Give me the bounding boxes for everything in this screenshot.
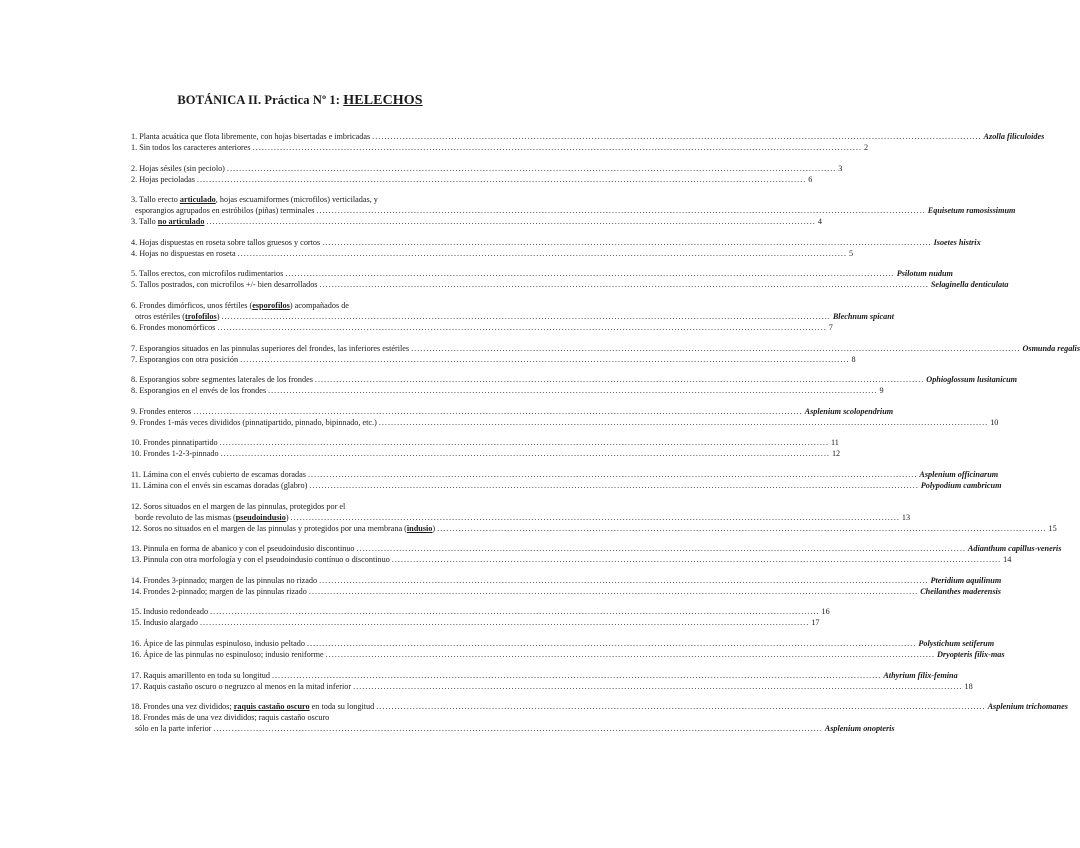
key-couplet <box>131 194 1016 227</box>
go-to-number: 5 <box>848 248 854 258</box>
key-couplet <box>131 543 1062 565</box>
key-line-text <box>131 575 317 586</box>
key-line <box>131 279 1009 290</box>
species-name: Polypodium cambricum <box>920 480 1002 490</box>
key-line-text <box>131 649 324 660</box>
dot-leader: ........................................................................................................................................................................................................ <box>226 163 837 173</box>
go-to-number: 11 <box>831 438 839 448</box>
dot-leader: ........................................................................................................................................................................................................ <box>306 638 917 648</box>
key-line-text <box>131 385 266 396</box>
key-line <box>131 723 895 734</box>
dot-leader: ........................................................................................................................................................................................................ <box>290 512 900 522</box>
key-couplet <box>131 606 830 628</box>
key-line-text <box>131 417 377 428</box>
dot-leader: ........................................................................................................................................................................................................ <box>221 311 831 321</box>
dot-leader: ........................................................................................................................................................................................................ <box>237 248 847 258</box>
key-line-text <box>131 237 320 248</box>
species-name: Psilotum nudum <box>896 269 953 279</box>
key-line-text <box>131 543 355 554</box>
key-couplet <box>131 575 1002 597</box>
key-text: 13. Pinnula con otra morfología y con el pseudoindusio contínuo o discontinuo <box>131 555 390 565</box>
key-text: 15. Indusio alargado <box>131 618 198 628</box>
dot-leader: ........................................................................................................................................................................................................ <box>314 375 925 385</box>
dot-leader: ........................................................................................................................................................................................................ <box>268 386 878 396</box>
species-name: Asplenium scolopendrium <box>804 406 894 416</box>
key-text: 9. Frondes 1-más veces divididos (pinnatipartido, pinnado, bipinnado, etc.) <box>131 417 377 427</box>
key-line <box>131 237 981 248</box>
dot-leader: ........................................................................................................................................................................................................ <box>316 206 926 216</box>
key-text: 10. Frondes 1-2-3-pinnado <box>131 449 219 459</box>
key-text: 6. Frondes monomórficos <box>131 322 216 332</box>
dot-leader: ........................................................................................................................................................................................................ <box>411 343 1021 353</box>
dot-leader: ........................................................................................................................................................................................................ <box>356 544 966 554</box>
key-couplet <box>131 469 1002 491</box>
key-text: borde revoluto de las mismas ( <box>135 512 236 522</box>
key-line-text <box>131 437 218 448</box>
key-text: 3. Tallo <box>131 217 158 227</box>
key-line-text <box>135 723 211 734</box>
key-line-text <box>131 617 198 628</box>
key-text: 4. Hojas dispuestas en roseta sobre tallos gruesos y cortos <box>131 237 321 247</box>
key-text: ) acompañados de <box>289 300 349 310</box>
species-name: Asplenium officinarum <box>919 469 999 479</box>
key-line-text <box>131 279 318 290</box>
species-name: Selaginella denticulata <box>930 280 1009 290</box>
key-line <box>131 417 999 428</box>
key-line-text <box>131 523 435 534</box>
key-line-text <box>131 406 191 417</box>
species-name: Ophioglossum lusitanicum <box>926 375 1018 385</box>
key-text: 7. Esporangios con otra posición <box>131 354 239 364</box>
page-title <box>0 93 600 109</box>
dot-leader: ........................................................................................................................................................................................................ <box>319 280 929 290</box>
key-line-text <box>131 374 313 385</box>
key-term: indusio <box>406 523 433 533</box>
key-text: 17. Raquis amarillento en toda su longitud <box>131 670 270 680</box>
key-line <box>131 543 1062 554</box>
species-name: Azolla filiculoides <box>983 132 1045 141</box>
key-text: 2. Hojas pecioladas <box>131 174 195 184</box>
key-line-text <box>135 512 289 523</box>
key-line-text <box>131 142 251 153</box>
key-couplet <box>131 268 1009 290</box>
species-name: Dryopteris filix-mas <box>936 649 1005 659</box>
key-line-text <box>131 300 349 311</box>
go-to-number: 6 <box>808 174 813 184</box>
key-text: 8. Esporangios sobre segmentes laterales de los frondes <box>131 375 313 385</box>
key-text: 17. Raquis castaño oscuro o negruzco al menos en la mitad inferior <box>131 681 352 691</box>
key-line <box>131 322 833 333</box>
key-line <box>131 194 515 205</box>
key-line <box>131 512 911 523</box>
key-term: no articulado <box>157 217 205 227</box>
key-text: 16. Ápice de las pinnulas no espinuloso; indusio reniforme <box>131 649 324 659</box>
key-text: 12. Soros no situados en el margen de las pinnulas y protegidos por una membrana ( <box>131 523 407 533</box>
key-couplet <box>131 237 981 259</box>
go-to-number: 13 <box>901 512 911 522</box>
go-to-number: 16 <box>821 607 830 617</box>
key-text: 14. Frondes 2-pinnado; margen de las pinnulas rizado <box>131 586 307 596</box>
dot-leader: ........................................................................................................................................................................................................ <box>206 217 816 227</box>
key-couplet <box>131 670 973 692</box>
key-line <box>131 354 856 365</box>
go-to-number: 17 <box>811 618 820 628</box>
title-main: HELECHOS <box>343 93 423 108</box>
dot-leader: ........................................................................................................................................................................................................ <box>285 269 895 279</box>
species-name: Blechnum spicant <box>832 311 895 321</box>
go-to-number: 7 <box>828 322 833 332</box>
key-line-text <box>131 163 225 174</box>
key-line-text <box>131 701 374 712</box>
dot-leader: ........................................................................................................................................................................................................ <box>376 702 986 712</box>
key-line <box>131 638 995 649</box>
key-line <box>131 701 1068 712</box>
key-line <box>131 670 958 681</box>
key-text: 3. Tallo erecto <box>131 195 180 205</box>
species-name: Adianthum capillus-veneris <box>967 544 1062 554</box>
key-line <box>131 268 953 279</box>
key-line-text <box>131 501 345 512</box>
key-line-text <box>131 670 270 681</box>
key-line-text <box>131 638 305 649</box>
dot-leader: ........................................................................................................................................................................................................ <box>322 237 932 247</box>
key-couplet <box>131 701 1068 734</box>
key-text: 13. Pinnula en forma de abanico y con el pseudoindusio discontinuo <box>131 544 355 554</box>
key-line <box>131 216 822 227</box>
key-text: 7. Esporangios situados en las pinnulas superiores del frondes, las inferiores estériles <box>131 343 410 353</box>
dot-leader: ........................................................................................................................................................................................................ <box>309 480 919 490</box>
key-line <box>131 575 1002 586</box>
key-line-text <box>131 174 195 185</box>
key-text: 16. Ápice de las pinnulas espinuloso, indusio peltado <box>131 638 305 648</box>
key-line <box>131 163 843 174</box>
key-couplet <box>131 406 999 428</box>
key-line <box>131 142 869 153</box>
key-line-text <box>131 248 236 259</box>
go-to-number: 8 <box>851 354 856 364</box>
key-line <box>131 606 830 617</box>
key-couplet <box>131 501 1057 534</box>
species-name: Asplenium onopteris <box>824 724 895 734</box>
key-line <box>131 311 895 322</box>
key-line-text <box>135 205 314 216</box>
key-line-text <box>131 586 307 597</box>
go-to-number: 14 <box>1003 555 1012 565</box>
dot-leader: ........................................................................................................................................................................................................ <box>240 354 850 364</box>
key-text: 11. Lámina con el envés sin escamas doradas (glabro) <box>131 480 308 490</box>
key-couplet <box>131 300 895 333</box>
key-text: 14. Frondes 3-pinnado; margen de las pinnulas no rizado <box>131 575 318 585</box>
key-line <box>131 469 999 480</box>
dot-leader: ........................................................................................................................................................................................................ <box>325 649 935 659</box>
key-line <box>131 681 973 692</box>
key-line <box>131 385 884 396</box>
key-line <box>131 617 820 628</box>
key-term: trofofilos <box>185 311 217 321</box>
key-line <box>131 406 894 417</box>
key-text: ) <box>216 311 220 321</box>
dot-leader: ........................................................................................................................................................................................................ <box>353 681 963 691</box>
key-text: 18. Frondes una vez divididos; <box>131 702 234 712</box>
species-name: Pteridium aquilinum <box>930 575 1002 585</box>
go-to-number: 12 <box>831 449 841 459</box>
go-to-number: 10 <box>990 417 999 427</box>
species-name: Osmunda regalis <box>1022 343 1080 353</box>
key-line <box>131 523 1057 534</box>
dot-leader: ........................................................................................................................................................................................................ <box>372 132 982 141</box>
key-text: 5. Tallos erectos, con microfilos rudimentarios <box>131 269 284 279</box>
key-line <box>131 343 1080 354</box>
key-couplet <box>131 343 1080 365</box>
key-text: 2. Hojas sésiles (sin peciolo) <box>131 163 225 173</box>
dot-leader: ........................................................................................................................................................................................................ <box>193 406 803 416</box>
key-line <box>131 554 1012 565</box>
key-text: 15. Indusio redondeado <box>131 607 209 617</box>
key-text: esporangios agrupados en estróbilos (piñas) terminales <box>135 206 315 216</box>
key-text: 6. Frondes dimórficos, unos fértiles ( <box>131 300 253 310</box>
species-name: Equisetum ramosissimum <box>927 206 1016 216</box>
dot-leader: ........................................................................................................................................................................................................ <box>252 143 862 152</box>
key-text: 1. Planta acuática que flota libremente, con hojas bisertadas e imbricadas <box>131 132 371 141</box>
key-couplet <box>131 437 841 459</box>
key-couplet <box>131 131 1045 153</box>
species-name: Asplenium trichomanes <box>987 702 1068 712</box>
key-text: otros estériles ( <box>135 311 186 321</box>
key-line <box>131 480 1002 491</box>
dot-leader: ........................................................................................................................................................................................................ <box>219 438 830 448</box>
key-text: 9. Frondes enteros <box>131 406 192 416</box>
key-couplet <box>131 163 843 185</box>
go-to-number: 9 <box>879 386 884 396</box>
key-line-text <box>131 322 215 333</box>
key-line <box>131 174 813 185</box>
key-line-text <box>131 554 390 565</box>
species-name: Isoetes histrix <box>933 237 981 247</box>
key-line <box>131 586 1001 597</box>
key-text: sólo en la parte inferior <box>135 724 212 734</box>
dot-leader: ........................................................................................................................................................................................................ <box>319 575 929 585</box>
key-line <box>131 712 515 723</box>
key-line-text <box>131 681 351 692</box>
species-name: Cheilanthes maderensis <box>920 586 1001 596</box>
go-to-number: 2 <box>863 143 869 152</box>
key-line-text <box>131 216 204 227</box>
key-text: 8. Esporangios en el envés de los frondes <box>131 386 267 396</box>
title-prefix: BOTÁNICA II. Práctica Nº 1: <box>177 93 344 107</box>
key-line-text <box>131 480 307 491</box>
dot-leader: ........................................................................................................................................................................................................ <box>220 449 830 459</box>
key-line-text <box>131 343 409 354</box>
key-line-text <box>131 194 378 205</box>
key-text: 12. Soros situados en el margen de las pinnulas, protegidos por el <box>131 501 346 511</box>
key-text: 1. Sin todos los caracteres anteriores <box>131 143 251 152</box>
key-term: pseudoindusio <box>235 512 286 522</box>
key-text: , hojas escuamiformes (microfilos) verticiladas, y <box>215 195 378 205</box>
dot-leader: ........................................................................................................................................................................................................ <box>213 724 823 734</box>
key-text: 10. Frondes pinnatipartido <box>131 438 218 448</box>
go-to-number: 4 <box>817 217 822 227</box>
key-line-text <box>131 606 208 617</box>
key-line <box>131 448 841 459</box>
dot-leader: ........................................................................................................................................................................................................ <box>378 417 989 427</box>
key-text: 4. Hojas no dispuestas en roseta <box>131 248 236 258</box>
key-line <box>131 437 839 448</box>
go-to-number: 3 <box>838 163 843 173</box>
key-couplet <box>131 638 1005 660</box>
key-text: ) <box>285 512 289 522</box>
dot-leader: ........................................................................................................................................................................................................ <box>210 607 820 617</box>
go-to-number: 15 <box>1048 523 1057 533</box>
key-line <box>131 649 1005 660</box>
key-line <box>131 248 854 259</box>
key-text: en toda su longitud <box>309 702 375 712</box>
species-name: Athyrium filix-femina <box>883 670 958 680</box>
dot-leader: ........................................................................................................................................................................................................ <box>437 523 1047 533</box>
dot-leader: ........................................................................................................................................................................................................ <box>217 322 827 332</box>
dot-leader: ........................................................................................................................................................................................................ <box>391 555 1002 565</box>
key-text: 5. Tallos postrados, con microfilos +/- bien desarrollados <box>131 280 318 290</box>
key-line <box>131 205 1016 216</box>
key-line <box>131 131 1045 142</box>
key-line-text <box>131 354 238 365</box>
key-text: 18. Frondes más de una vez divididos; raquis castaño oscuro <box>131 713 330 723</box>
key-couplet <box>131 374 1018 396</box>
key-line <box>131 501 515 512</box>
key-line <box>131 374 1018 385</box>
key-line-text <box>135 311 219 322</box>
go-to-number: 18 <box>964 681 973 691</box>
species-name: Polystichum setiferum <box>918 638 995 648</box>
key-text: 11. Lámina con el envés cubierto de escamas doradas <box>131 469 306 479</box>
key-term: articulado <box>179 195 216 205</box>
key-line-text <box>131 712 329 723</box>
key-text: ) <box>432 523 436 533</box>
key-term: raquis castaño oscuro <box>233 702 310 712</box>
dot-leader: ........................................................................................................................................................................................................ <box>307 469 918 479</box>
key-line-text <box>131 268 283 279</box>
dot-leader: ........................................................................................................................................................................................................ <box>196 174 807 184</box>
dot-leader: ........................................................................................................................................................................................................ <box>199 618 810 628</box>
dot-leader: ........................................................................................................................................................................................................ <box>271 670 882 680</box>
key-line-text <box>131 131 370 142</box>
dichotomous-key <box>131 131 1080 744</box>
key-term: esporofilos <box>252 300 290 310</box>
key-line-text <box>131 448 219 459</box>
key-line-text <box>131 469 306 480</box>
key-line <box>131 300 515 311</box>
dot-leader: ........................................................................................................................................................................................................ <box>308 586 919 596</box>
